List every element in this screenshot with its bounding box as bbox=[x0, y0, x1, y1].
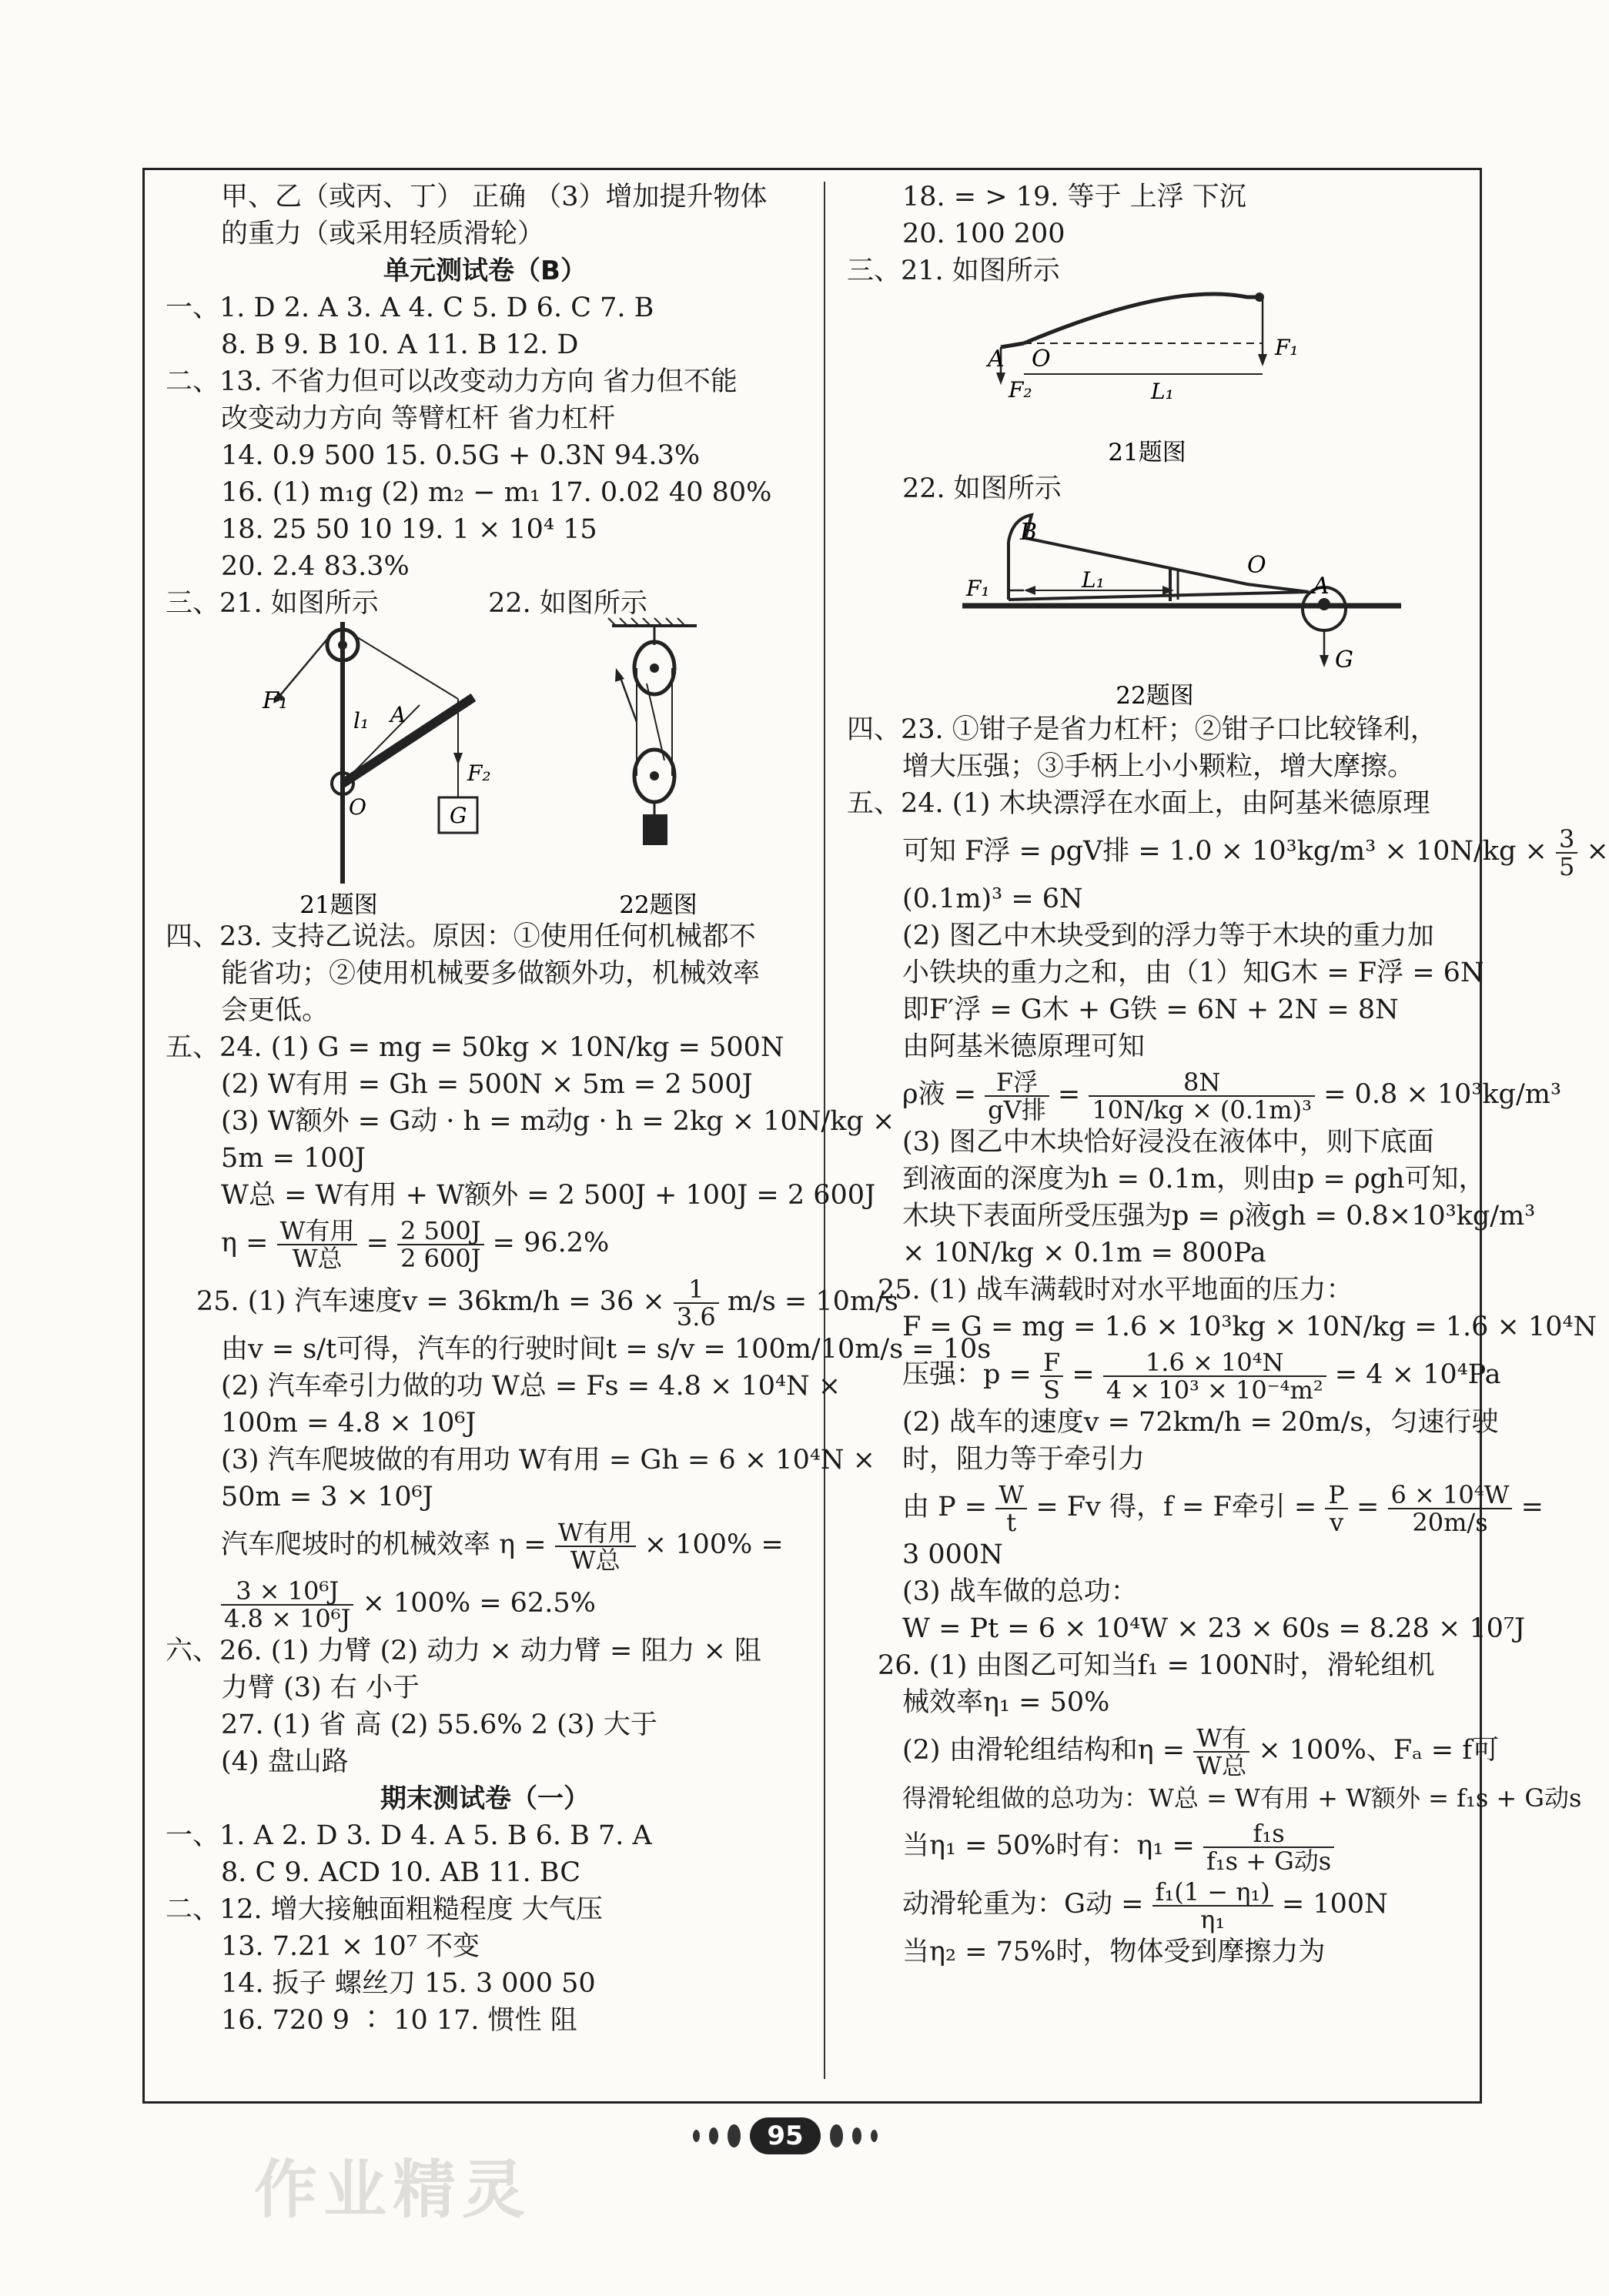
fraction bbox=[1193, 1725, 1249, 1779]
label-l1: L₁ bbox=[1082, 567, 1105, 593]
eq-text: = 100N bbox=[1281, 1889, 1388, 1920]
answer-line: W = Pt = 6 × 10⁴W × 23 × 60s = 8.28 × 10⁷J bbox=[902, 1613, 1525, 1644]
answer-line: 六、26. (1) 力臂 (2) 动力 × 动力臂 = 阻力 × 阻 bbox=[166, 1636, 762, 1666]
answer-line: 18. = > 19. 等于 上浮 下沉 bbox=[902, 182, 1246, 212]
answer-line: 25. (1) 战车满载时对水平地面的压力： bbox=[878, 1275, 1353, 1305]
answer-line: 增大压强；③手柄上小小颗粒，增大摩擦。 bbox=[902, 751, 1415, 782]
numerator: P bbox=[1325, 1482, 1348, 1509]
answer-line: 14. 0.9 500 15. 0.5G + 0.3N 94.3% bbox=[221, 440, 701, 471]
answer-line: 5m = 100J bbox=[221, 1143, 366, 1174]
answer-line: (3) 图乙中木块恰好浸没在液体中，则下底面 bbox=[902, 1127, 1434, 1158]
eq-text: ρ液 = bbox=[902, 1079, 977, 1110]
efficiency-equation-2 bbox=[166, 1516, 804, 1574]
denominator: 5 bbox=[1559, 851, 1575, 881]
eq-text: 压强：p = bbox=[902, 1359, 1032, 1390]
answer-line: 四、23. 支持乙说法。原因：①使用任何机械都不 bbox=[166, 921, 756, 952]
answer-line: (3) 汽车爬坡做的有用功 W有用 = Gh = 6 × 10⁴N × bbox=[221, 1445, 875, 1476]
numerator: W bbox=[995, 1482, 1027, 1509]
denominator: f₁s + G动s bbox=[1206, 1846, 1332, 1876]
fraction bbox=[555, 1519, 636, 1573]
answer-line: 改变动力方向 等臂杠杆 省力杠杆 bbox=[221, 403, 616, 434]
eq-text: = 96.2% bbox=[492, 1228, 610, 1258]
eq-text: × 100% = 62.5% bbox=[362, 1588, 596, 1619]
denominator: 4.8 × 10⁶J bbox=[224, 1603, 351, 1633]
right-column bbox=[847, 179, 1609, 1970]
figure-22-right bbox=[847, 507, 1463, 711]
numerator: 3 bbox=[1556, 826, 1577, 854]
answer-line: 当η₂ = 75%时，物体受到摩擦力为 bbox=[902, 1937, 1326, 1967]
answer-line: 20. 2.4 83.3% bbox=[221, 551, 410, 582]
label-l1: l₁ bbox=[353, 708, 370, 734]
denominator: 2 600J bbox=[400, 1243, 481, 1273]
eq-text: 汽车爬坡时的机械效率 η = bbox=[221, 1529, 547, 1560]
efficiency-result bbox=[166, 1574, 804, 1633]
label-o: O bbox=[349, 794, 366, 820]
figure-caption: 22题图 bbox=[619, 891, 697, 919]
answer-line: 械效率η₁ = 50% bbox=[902, 1687, 1110, 1718]
numerator: W有用 bbox=[555, 1519, 636, 1547]
dot-icon bbox=[852, 2127, 861, 2144]
answer-line: 100m = 4.8 × 10⁶J bbox=[221, 1408, 477, 1439]
dot-icon bbox=[871, 2130, 878, 2142]
eq-text: × 100%、Fₐ = f可 bbox=[1258, 1735, 1500, 1766]
answer-line: × 10N/kg × 0.1m = 800Pa bbox=[902, 1238, 1266, 1268]
denominator: 20m/s bbox=[1412, 1507, 1488, 1537]
answer-line: 26. (1) 由图乙可知当f₁ = 100N时，滑轮组机 bbox=[878, 1650, 1435, 1681]
power-equation: 由 P = $\frac{W}{t}$ = Fv 得，f = F牵引 = $\frac{P}{v}$ = $\frac{\text{6 × 10⁴W}}{20m/s}$ = bbox=[902, 1479, 1544, 1537]
answer-line: 27. (1) 省 高 (2) 55.6% 2 (3) 大于 bbox=[221, 1709, 657, 1740]
label-f2: F₂ bbox=[1009, 377, 1032, 403]
label-b: B bbox=[1020, 519, 1038, 546]
answer-line: 13. 7.21 × 10⁷ 不变 bbox=[221, 1931, 480, 1962]
answer-line: 小铁块的重力之和，由（1）知G木 = F浮 = 6N bbox=[902, 958, 1484, 988]
numerator: 2 500J bbox=[397, 1218, 483, 1245]
eq-text: 动滑轮重为：G动 = bbox=[902, 1889, 1144, 1920]
fraction bbox=[277, 1215, 358, 1273]
figure-caption: 22题图 bbox=[1116, 682, 1194, 710]
answer-line: 14. 扳子 螺丝刀 15. 3 000 50 bbox=[221, 1968, 596, 1999]
answer-line: 甲、乙（或丙、丁） 正确 （3）增加提升物体 bbox=[221, 182, 768, 212]
label-l1: L₁ bbox=[1151, 379, 1174, 404]
section-title-final: 期末测试卷（一） bbox=[380, 1783, 590, 1814]
denominator: W总 bbox=[1196, 1750, 1247, 1780]
density-equation: ρ液 = $\frac{\text{F浮}}{\text{gV排}}$ = $\frac{8N}{\text{10N/kg × (0.1m)³}}$ = 0.8 × 10³kg/m³ bbox=[902, 1067, 1561, 1125]
answer-line: F = G = mg = 1.6 × 10³kg × 10N/kg = 1.6 × 10⁴N bbox=[902, 1312, 1597, 1342]
fraction bbox=[985, 1069, 1049, 1123]
fraction bbox=[1040, 1349, 1063, 1403]
answer-line: 即F′浮 = G木 + G铁 = 6N + 2N = 8N bbox=[902, 994, 1399, 1025]
dot-icon bbox=[709, 2127, 718, 2144]
fraction bbox=[1152, 1879, 1273, 1933]
eq-text: η = bbox=[221, 1228, 269, 1258]
eq-text: 由 P = bbox=[902, 1492, 988, 1522]
answer-line: (2) 汽车牵引力做的功 W总 = Fs = 4.8 × 10⁴N × bbox=[221, 1371, 841, 1402]
eq-text: = Fv 得，f = F牵引 = bbox=[1035, 1492, 1317, 1522]
denominator: 3.6 bbox=[676, 1302, 716, 1332]
figures-21-22-left bbox=[166, 622, 804, 918]
denominator: W总 bbox=[570, 1545, 621, 1575]
buoyancy-equation bbox=[847, 822, 1609, 881]
numerator: f₁s bbox=[1203, 1820, 1334, 1848]
label-a: A bbox=[390, 702, 406, 727]
answer-line: 由v = s/t可得，汽车的行驶时间t = s/v = 100m/10m/s = 10s bbox=[221, 1334, 992, 1365]
eq-text: = 4 × 10⁴Pa bbox=[1334, 1359, 1501, 1390]
answer-text: 22. 如图所示 bbox=[488, 588, 647, 619]
answer-line bbox=[166, 585, 804, 622]
label-a: A bbox=[1313, 573, 1330, 600]
answer-line: (4) 盘山路 bbox=[221, 1746, 349, 1777]
dot-icon bbox=[693, 2130, 700, 2142]
denominator: t bbox=[1006, 1507, 1017, 1537]
eq-text: = bbox=[366, 1228, 389, 1258]
answer-line: (3) W额外 = G动 · h = m动g · h = 2kg × 10N/kg × bbox=[221, 1106, 895, 1137]
dot-icon bbox=[830, 2124, 843, 2147]
label-f1: F₁ bbox=[263, 687, 288, 714]
lever-pulley-diagram bbox=[166, 622, 804, 918]
numerator: W有用 bbox=[277, 1218, 358, 1245]
speed-equation bbox=[166, 1272, 898, 1332]
label-g: G bbox=[450, 803, 467, 828]
eta1-equation bbox=[847, 1816, 1463, 1875]
page-number bbox=[693, 2109, 878, 2163]
watermark: 作业精灵 bbox=[254, 2153, 532, 2227]
answer-line: 3 000N bbox=[902, 1539, 1003, 1570]
answer-line: 18. 25 50 10 19. 1 × 10⁴ 15 bbox=[221, 514, 597, 545]
label-o: O bbox=[1247, 552, 1266, 579]
denominator: v bbox=[1330, 1507, 1344, 1537]
answer-text: 三、21. 如图所示 bbox=[166, 588, 379, 619]
answer-line: 22. 如图所示 bbox=[902, 473, 1062, 504]
figure-21-right bbox=[847, 289, 1463, 470]
answer-line: 五、24. (1) G = mg = 50kg × 10N/kg = 500N bbox=[166, 1032, 784, 1063]
section-title-unit-b: 单元测试卷（B） bbox=[383, 256, 587, 286]
numerator: 8N bbox=[1089, 1069, 1315, 1097]
pliers-diagram bbox=[847, 507, 1463, 711]
eq-text: × 100% = bbox=[644, 1529, 784, 1560]
fraction bbox=[1203, 1820, 1334, 1874]
answer-line: 五、24. (1) 木块漂浮在水面上，由阿基米德原理 bbox=[847, 788, 1430, 819]
eq-text: (2) 由滑轮组结构和η = bbox=[902, 1735, 1186, 1766]
fraction bbox=[397, 1215, 483, 1273]
answer-line: 力臂 (3) 右 小于 bbox=[221, 1673, 420, 1703]
eq-text: = 0.8 × 10³kg/m³ bbox=[1323, 1079, 1561, 1110]
pulley-weight-equation bbox=[847, 1875, 1463, 1933]
answer-line: 会更低。 bbox=[221, 995, 329, 1026]
numerator: 3 × 10⁶J bbox=[221, 1578, 353, 1606]
answer-line: (2) 图乙中木块受到的浮力等于木块的重力加 bbox=[902, 921, 1434, 951]
fraction bbox=[221, 1578, 353, 1632]
numerator: 1.6 × 10⁴N bbox=[1103, 1349, 1326, 1377]
answer-line: 50m = 3 × 10⁶J bbox=[221, 1482, 433, 1512]
numerator: F bbox=[1040, 1349, 1063, 1377]
fraction bbox=[674, 1276, 719, 1330]
dot-icon bbox=[728, 2124, 741, 2147]
label-f1: F₁ bbox=[966, 576, 990, 601]
numerator: F浮 bbox=[985, 1069, 1049, 1097]
answer-line: (2) 战车的速度v = 72km/h = 20m/s，匀速行驶 bbox=[902, 1407, 1499, 1438]
answer-line: 木块下表面所受压强为p = ρ液gh = 0.8×10³kg/m³ bbox=[902, 1201, 1536, 1232]
answer-line: 8. B 9. B 10. A 11. B 12. D bbox=[221, 329, 579, 360]
answer-line: 到液面的深度为h = 0.1m，则由p = ρgh可知， bbox=[902, 1164, 1486, 1195]
answer-line: 16. 720 9 ∶ 10 17. 惯性 阻 bbox=[221, 2005, 577, 2036]
figure-caption: 21题图 bbox=[1108, 439, 1186, 466]
eq-text: 可知 F浮 = ρgV排 = 1.0 × 10³kg/m³ × 10N/kg × bbox=[902, 836, 1547, 867]
numerator: 6 × 10⁴W bbox=[1388, 1482, 1513, 1509]
eq-text: × bbox=[1586, 836, 1609, 867]
fraction bbox=[1103, 1349, 1326, 1403]
answer-line: 三、21. 如图所示 bbox=[847, 256, 1060, 286]
label-f2: F₂ bbox=[467, 760, 491, 786]
efficiency-equation bbox=[166, 1214, 804, 1272]
denominator: 10N/kg × (0.1m)³ bbox=[1092, 1095, 1312, 1125]
answer-line: 8. C 9. ACD 10. AB 11. BC bbox=[221, 1857, 581, 1888]
label-a: A bbox=[988, 346, 1005, 373]
answer-line: 能省功；②使用机械要多做额外功，机械效率 bbox=[221, 958, 761, 989]
numerator: W有 bbox=[1193, 1725, 1249, 1753]
answer-line: 二、13. 不省力但可以改变动力方向 省力但不能 bbox=[166, 366, 738, 397]
numerator: f₁(1 − η₁) bbox=[1152, 1879, 1273, 1907]
page-number-text: 95 bbox=[750, 2117, 820, 2154]
fraction bbox=[1325, 1479, 1348, 1537]
answer-line: W总 = W有用 + W额外 = 2 500J + 100J = 2 600J bbox=[221, 1180, 876, 1211]
lever-arm-diagram bbox=[847, 289, 1463, 470]
answer-line: 一、1. A 2. D 3. D 4. A 5. B 6. B 7. A bbox=[166, 1820, 652, 1851]
denominator: 4 × 10³ × 10⁻⁴m² bbox=[1106, 1375, 1323, 1405]
denominator: W总 bbox=[292, 1243, 343, 1273]
eq-text: 当η₁ = 50%时有：η₁ = bbox=[902, 1830, 1195, 1861]
eq-text: m/s = 10m/s bbox=[727, 1286, 898, 1317]
fraction bbox=[995, 1479, 1027, 1537]
answer-line: 的重力（或采用轻质滑轮） bbox=[221, 219, 545, 249]
answer-line: 20. 100 200 bbox=[902, 219, 1065, 249]
figure-caption: 21题图 bbox=[299, 891, 378, 919]
label-f1: F₁ bbox=[1275, 335, 1299, 360]
label-o: O bbox=[1032, 346, 1051, 373]
denominator: η₁ bbox=[1200, 1904, 1226, 1934]
fraction bbox=[1089, 1069, 1315, 1123]
answer-line: (2) W有用 = Gh = 500N × 5m = 2 500J bbox=[221, 1069, 753, 1100]
denominator: gV排 bbox=[988, 1095, 1046, 1125]
eq-text: 25. (1) 汽车速度v = 36km/h = 36 × bbox=[196, 1286, 665, 1317]
pulley-efficiency-equation bbox=[847, 1721, 1500, 1780]
answer-line: 一、1. D 2. A 3. A 4. C 5. D 6. C 7. B bbox=[166, 292, 654, 323]
answer-line: 四、23. ①钳子是省力杠杆；②钳子口比较锋利， bbox=[847, 714, 1437, 745]
numerator: 1 bbox=[674, 1276, 719, 1304]
answer-line: 得滑轮组做的总功为：W总 = W有用 + W额外 = f₁s + G动s bbox=[902, 1783, 1582, 1813]
answer-line: 二、12. 增大接触面粗糙程度 大气压 bbox=[166, 1894, 603, 1925]
answer-line: (0.1m)³ = 6N bbox=[902, 884, 1083, 914]
denominator: S bbox=[1043, 1375, 1061, 1405]
answer-line: 时，阻力等于牵引力 bbox=[902, 1444, 1146, 1475]
fraction bbox=[1556, 826, 1577, 880]
pressure-equation: 压强：p = $\frac{F}{S}$ = $\frac{\text{1.6 × 10⁴N}}{\text{4 × 10³ × 10⁻⁴m²}}$ = 4 × 10⁴Pa bbox=[902, 1347, 1501, 1405]
fraction bbox=[1388, 1479, 1513, 1537]
answer-line: (3) 战车做的总功： bbox=[902, 1576, 1138, 1607]
label-g: G bbox=[1335, 647, 1353, 673]
answer-line: 由阿基米德原理可知 bbox=[902, 1031, 1146, 1062]
answer-line: 16. (1) m₁g (2) m₂ − m₁ 17. 0.02 40 80% bbox=[221, 477, 772, 508]
